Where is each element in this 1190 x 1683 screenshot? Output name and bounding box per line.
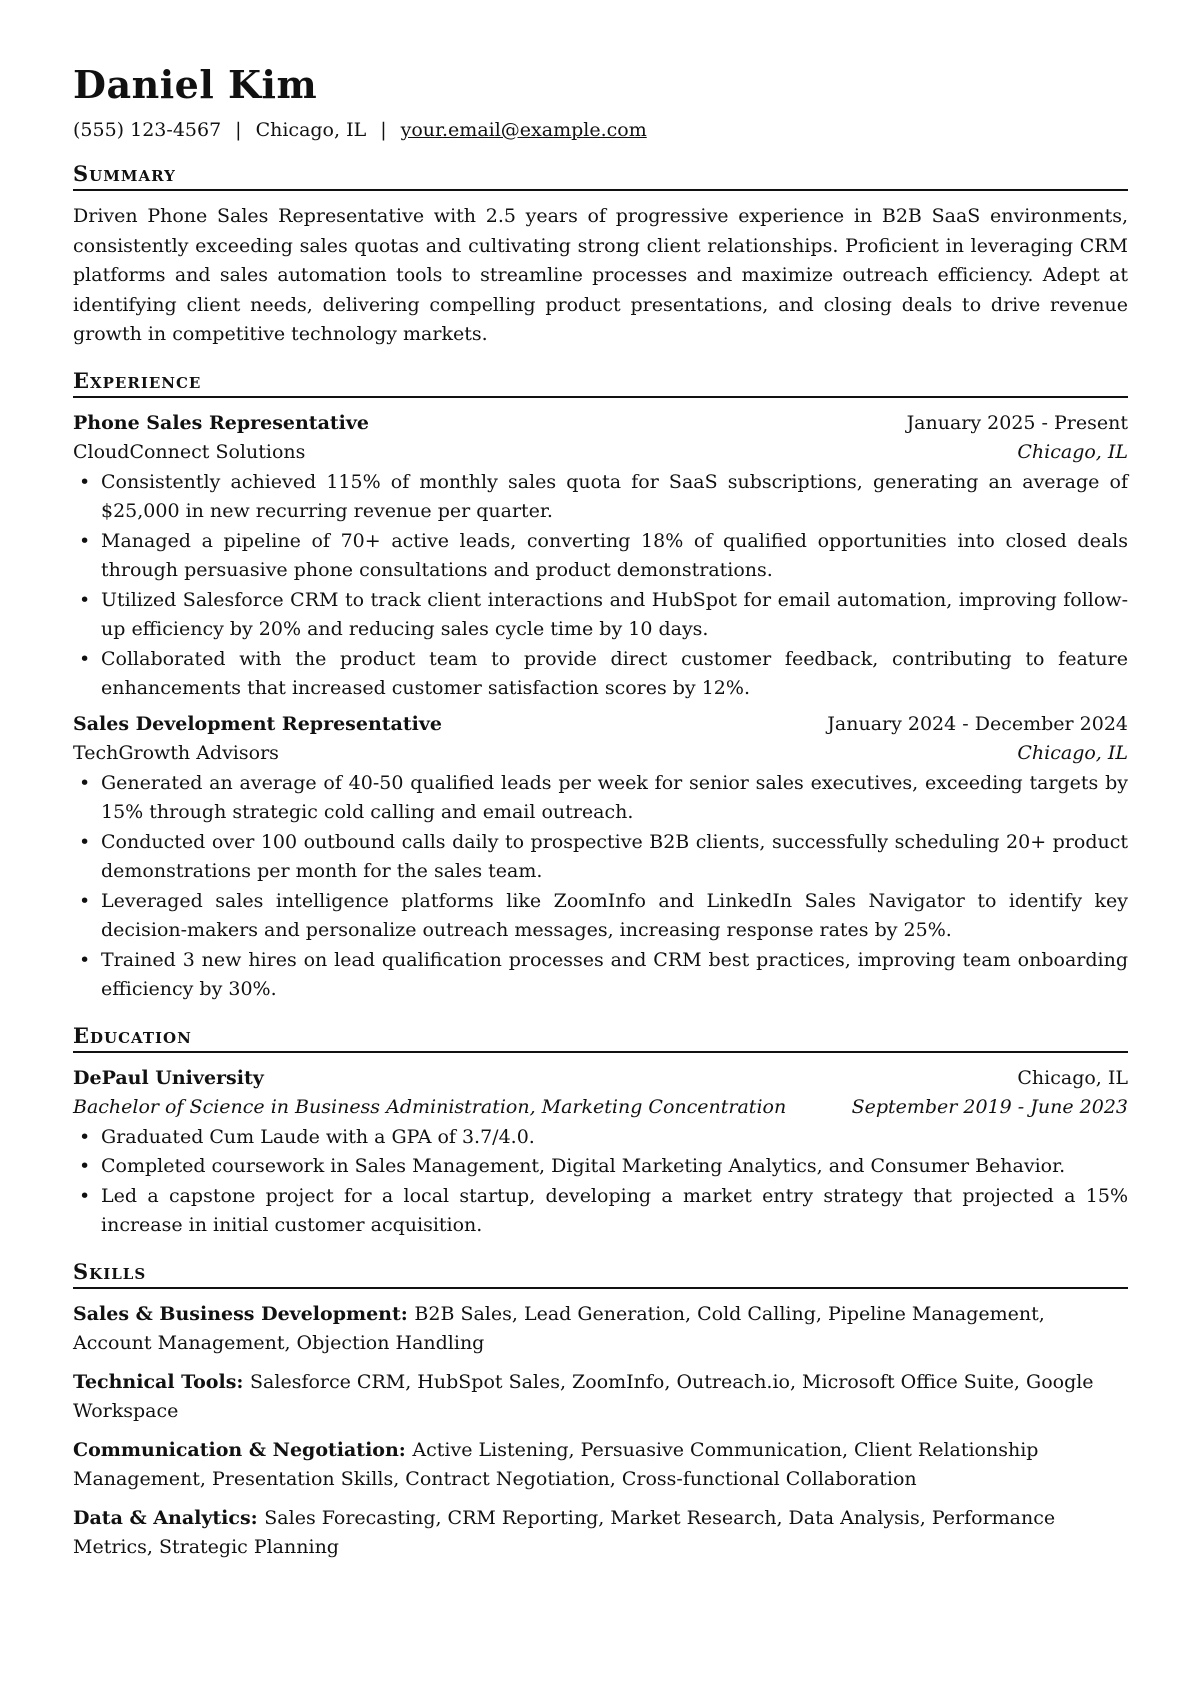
education-heading: Education — [73, 1022, 1128, 1053]
experience-entry — [73, 409, 1128, 704]
skill-category: Data & Analytics: — [73, 1506, 265, 1529]
contact-separator: | — [380, 119, 387, 141]
bullet-item: • Consistently achieved 115% of monthly sales quota for SaaS subscriptions, generating an average of $25,000 in new recurring revenue per quarter. — [73, 468, 1128, 527]
education-bullets — [73, 1123, 1128, 1241]
bullet-item: • Utilized Salesforce CRM to track client interactions and HubSpot for email automation, improving follow-up efficiency by 20% and reducing sales cycle time by 10 days. — [73, 586, 1128, 645]
job-dates: January 2025 - Present — [906, 411, 1128, 434]
experience-entry — [73, 710, 1128, 1005]
experience-heading: Experience — [73, 367, 1128, 398]
job-bullets — [73, 769, 1128, 1005]
company-name: CloudConnect Solutions — [73, 441, 306, 463]
candidate-name: Daniel Kim — [73, 62, 318, 107]
bullet-item: • Collaborated with the product team to provide direct customer feedback, contributing to feature enhancements that increased customer satisfaction scores by 12%. — [73, 645, 1128, 704]
bullet-item: • Generated an average of 40-50 qualified leads per week for senior sales executives, exceeding targets by 15% through strategic cold calling and email outreach. — [73, 769, 1128, 828]
bullet-item: • Led a capstone project for a local startup, developing a market entry strategy that projected a 15% increase in initial customer acquisition. — [73, 1182, 1128, 1241]
skill-category: Technical Tools: — [73, 1370, 251, 1393]
summary-heading: Summary — [73, 160, 1128, 191]
contact-separator: | — [235, 119, 242, 141]
email-link[interactable]: your.email@example.com — [400, 119, 647, 141]
skill-category: Sales & Business Development: — [73, 1302, 415, 1325]
skill-list: Salesforce CRM, HubSpot Sales, ZoomInfo, Outreach.io, Microsoft Office Suite, Google Workspace — [73, 1370, 1094, 1422]
contact-line — [73, 117, 1128, 143]
job-location: Chicago, IL — [1017, 742, 1128, 764]
skill-list: Sales Forecasting, CRM Reporting, Market Research, Data Analysis, Performance Metrics, Strategic Planning — [73, 1506, 1056, 1558]
bullet-item: • Completed coursework in Sales Management, Digital Marketing Analytics, and Consumer Behavior. — [73, 1152, 1128, 1182]
bullet-item: • Trained 3 new hires on lead qualification processes and CRM best practices, improving team onboarding efficiency by 30%. — [73, 946, 1128, 1005]
job-dates: January 2024 - December 2024 — [827, 712, 1128, 735]
school-location: Chicago, IL — [1017, 1066, 1128, 1089]
education-dates: September 2019 - June 2023 — [851, 1096, 1128, 1118]
skill-group — [73, 1504, 1128, 1563]
skill-category: Communication & Negotiation: — [73, 1438, 413, 1461]
skill-group — [73, 1300, 1128, 1359]
job-location: Chicago, IL — [1017, 441, 1128, 463]
resume-page — [73, 58, 1128, 1563]
job-title: Phone Sales Representative — [73, 411, 370, 434]
bullet-item: • Conducted over 100 outbound calls daily to prospective B2B clients, successfully scheduling 20+ product demonstrations per month for the sales team. — [73, 828, 1128, 887]
job-title: Sales Development Representative — [73, 712, 442, 735]
education-entry — [73, 1064, 1128, 1241]
bullet-item: • Graduated Cum Laude with a GPA of 3.7/4.0. — [73, 1123, 1128, 1153]
bullet-item: • Leveraged sales intelligence platforms like ZoomInfo and LinkedIn Sales Navigator to identify key decision-makers and personalize outreach messages, increasing response rates by 25%. — [73, 887, 1128, 946]
skill-list: Active Listening, Persuasive Communication, Client Relationship Management, Presentation Skills, Contract Negotiation, Cross-functional Collaboration — [73, 1438, 1039, 1490]
school-name: DePaul University — [73, 1066, 264, 1089]
job-bullets — [73, 468, 1128, 704]
skills-heading: Skills — [73, 1258, 1128, 1289]
skill-group — [73, 1436, 1128, 1495]
summary-text: Driven Phone Sales Representative with 2.5 years of progressive experience in B2B SaaS environments, consistently exceeding sales quotas and cultivating strong client relationships. Proficient in leveraging CRM platforms and sales automation tools to streamline processes and maximize outreach efficiency. Adept at identifying client needs, delivering compelling product presentations, and closing deals to drive revenue growth in competitive technology markets. — [73, 205, 1128, 345]
degree: Bachelor of Science in Business Administration, Marketing Concentration — [73, 1096, 787, 1118]
company-name: TechGrowth Advisors — [73, 742, 279, 764]
skill-list: B2B Sales, Lead Generation, Cold Calling, Pipeline Management, Account Management, Objection Handling — [73, 1302, 1045, 1354]
bullet-item: • Managed a pipeline of 70+ active leads, converting 18% of qualified opportunities into closed deals through persuasive phone consultations and product demonstrations. — [73, 527, 1128, 586]
phone-number: (555) 123-4567 — [73, 119, 222, 141]
location: Chicago, IL — [255, 119, 367, 141]
skill-group — [73, 1368, 1128, 1427]
